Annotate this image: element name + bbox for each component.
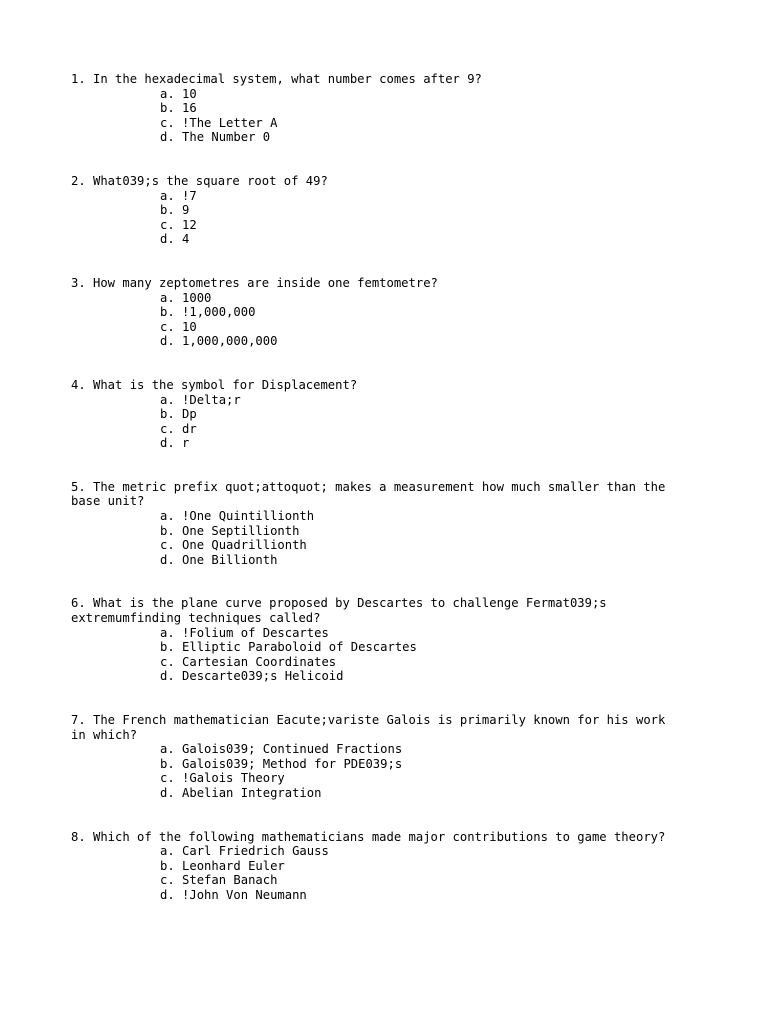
option-list — [71, 291, 691, 349]
option-text: 4 — [182, 232, 190, 247]
option-b — [160, 524, 691, 539]
option-c — [160, 422, 691, 437]
option-text: !7 — [182, 188, 197, 203]
option-text: 12 — [182, 217, 197, 232]
question-stem: 3. How many zeptometres are inside one femtometre? — [71, 275, 438, 290]
option-a — [160, 291, 691, 306]
question-stem: 1. In the hexadecimal system, what number comes after 9? — [71, 72, 482, 86]
option-b — [160, 640, 691, 655]
option-letter: b. — [160, 640, 175, 655]
option-a — [160, 509, 691, 524]
option-letter: a. — [160, 290, 175, 305]
option-text: The Number 0 — [182, 130, 271, 145]
option-b — [160, 203, 691, 218]
option-text: Galois039; Continued Fractions — [182, 742, 403, 757]
option-list — [71, 189, 691, 247]
question-6 — [71, 596, 691, 684]
option-text: !1,000,000 — [182, 305, 256, 320]
option-text: Leonhard Euler — [182, 858, 285, 873]
option-a — [160, 393, 691, 408]
option-letter: b. — [160, 305, 175, 320]
option-a — [160, 87, 691, 102]
option-text: 10 — [182, 319, 197, 334]
option-list — [71, 742, 691, 800]
question-stem: 4. What is the symbol for Displacement? — [71, 377, 358, 392]
option-letter: c. — [160, 217, 175, 232]
option-letter: d. — [160, 334, 175, 349]
question-stem: 6. What is the plane curve proposed by Descartes to challenge Fermat039;s extremumfinding techniques called? — [71, 596, 607, 626]
option-list — [71, 87, 691, 145]
option-text: Elliptic Paraboloid of Descartes — [182, 640, 417, 655]
option-d — [160, 888, 691, 903]
option-text: Galois039; Method for PDE039;s — [182, 756, 403, 771]
option-letter: c. — [160, 873, 175, 888]
option-letter: b. — [160, 101, 175, 116]
option-text: Descarte039;s Helicoid — [182, 669, 344, 684]
option-letter: c. — [160, 538, 175, 553]
option-letter: c. — [160, 654, 175, 669]
option-d — [160, 669, 691, 684]
question-5 — [71, 480, 691, 568]
option-text: !Galois Theory — [182, 771, 285, 786]
option-letter: b. — [160, 756, 175, 771]
option-list — [71, 626, 691, 684]
option-b — [160, 407, 691, 422]
option-d — [160, 334, 691, 349]
option-d — [160, 130, 691, 145]
question-1 — [71, 72, 691, 145]
option-b — [160, 859, 691, 874]
option-letter: b. — [160, 203, 175, 218]
option-text: !One Quintillionth — [182, 509, 315, 524]
option-text: Dp — [182, 407, 197, 422]
option-letter: c. — [160, 771, 175, 786]
option-c — [160, 218, 691, 233]
option-letter: c. — [160, 421, 175, 436]
option-letter: a. — [160, 392, 175, 407]
option-letter: a. — [160, 86, 175, 101]
option-letter: c. — [160, 319, 175, 334]
option-text: !John Von Neumann — [182, 887, 307, 902]
option-letter: d. — [160, 669, 175, 684]
option-d — [160, 436, 691, 451]
option-letter: d. — [160, 130, 175, 145]
option-text: 1000 — [182, 290, 212, 305]
option-c — [160, 116, 691, 131]
option-d — [160, 232, 691, 247]
option-text: Carl Friedrich Gauss — [182, 844, 329, 859]
question-stem: 5. The metric prefix quot;attoquot; makes a measurement how much smaller than the base unit? — [71, 479, 666, 509]
option-letter: d. — [160, 887, 175, 902]
option-a — [160, 626, 691, 641]
option-text: 16 — [182, 101, 197, 116]
option-letter: d. — [160, 552, 175, 567]
question-stem: 7. The French mathematician Eacute;variste Galois is primarily known for his work in which? — [71, 713, 666, 742]
option-c — [160, 320, 691, 335]
option-letter: a. — [160, 844, 175, 859]
option-c — [160, 873, 691, 888]
option-c — [160, 771, 691, 786]
option-letter: d. — [160, 232, 175, 247]
option-letter: b. — [160, 407, 175, 422]
option-text: 1,000,000,000 — [182, 334, 278, 349]
option-a — [160, 844, 691, 859]
option-d — [160, 553, 691, 568]
option-text: Abelian Integration — [182, 785, 322, 800]
option-text: One Septillionth — [182, 523, 300, 538]
option-text: One Billionth — [182, 552, 278, 567]
question-2 — [71, 174, 691, 247]
option-letter: c. — [160, 115, 175, 130]
option-letter: b. — [160, 523, 175, 538]
option-text: 9 — [182, 203, 190, 218]
question-stem: 8. Which of the following mathematicians made major contributions to game theory? — [71, 829, 666, 844]
option-text: !The Letter A — [182, 115, 278, 130]
option-c — [160, 655, 691, 670]
question-7 — [71, 713, 691, 801]
option-letter: d. — [160, 436, 175, 451]
option-text: Cartesian Coordinates — [182, 654, 337, 669]
option-text: r — [182, 436, 190, 451]
option-text: Stefan Banach — [182, 873, 278, 888]
option-b — [160, 305, 691, 320]
option-letter: a. — [160, 742, 175, 757]
option-text: One Quadrillionth — [182, 538, 307, 553]
option-list — [71, 844, 691, 902]
option-list — [71, 393, 691, 451]
option-text: !Delta;r — [182, 392, 241, 407]
question-3 — [71, 276, 691, 349]
option-d — [160, 786, 691, 801]
quiz-page — [71, 72, 691, 932]
option-list — [71, 509, 691, 567]
option-text: 10 — [182, 86, 197, 101]
option-letter: a. — [160, 625, 175, 640]
option-a — [160, 742, 691, 757]
option-text: dr — [182, 421, 197, 436]
question-8 — [71, 830, 691, 903]
option-b — [160, 101, 691, 116]
option-b — [160, 757, 691, 772]
option-letter: b. — [160, 858, 175, 873]
option-c — [160, 538, 691, 553]
question-4 — [71, 378, 691, 451]
option-a — [160, 189, 691, 204]
option-letter: a. — [160, 188, 175, 203]
question-stem: 2. What039;s the square root of 49? — [71, 173, 328, 188]
option-letter: a. — [160, 509, 175, 524]
option-text: !Folium of Descartes — [182, 625, 329, 640]
option-letter: d. — [160, 785, 175, 800]
